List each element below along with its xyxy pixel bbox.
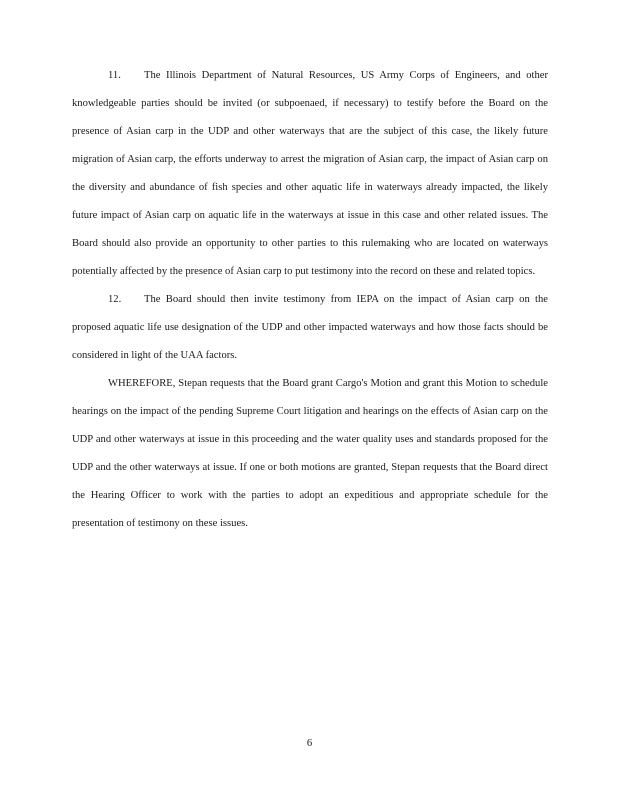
page-number: 6 xyxy=(306,738,313,749)
wherefore-paragraph: WHEREFORE, Stepan requests that the Board grant Cargo's Motion and grant this Motion to schedule hearings on the impact of the pending Supreme Court litigation and hearings on the effects of Asian carp on the UDP and other waterways at issue in this proceeding and the water quality uses and standards proposed for the UDP and the other waterways at issue. If one or both motions are granted, Stepan requests that the Board direct the Hearing Officer to work with the parties to adopt an expeditious and appropriate schedule for the presentation of testimony on these issues. xyxy=(72,378,548,529)
paragraph-12 xyxy=(72,286,548,370)
paragraph-number: 12. xyxy=(108,294,122,305)
paragraph-text: The Board should then invite testimony from IEPA on the impact of Asian carp on the proposed aquatic life use designation of the UDP and other impacted waterways and how those facts should be considered in light of the UAA factors. xyxy=(72,294,548,361)
paragraph-text: The Illinois Department of Natural Resources, US Army Corps of Engineers, and other knowledgeable parties should be invited (or subpoenaed, if necessary) to testify before the Board on the presence of Asian carp in the UDP and other waterways that are the subject of this case, the likely future migration of Asian carp, the efforts underway to arrest the migration of Asian carp, the impact of Asian carp on the diversity and abundance of fish species and other aquatic life in waterways already impacted, the likely future impact of Asian carp on aquatic life in the waterways at issue in this case and other related issues. The Board should also provide an opportunity to other parties to this rulemaking who are located on waterways potentially affected by the presence of Asian carp to put testimony into the record on these and related topics. xyxy=(72,70,548,277)
paragraph-11 xyxy=(72,62,548,286)
document-body xyxy=(72,62,548,538)
paragraph-number: 11. xyxy=(108,70,121,81)
